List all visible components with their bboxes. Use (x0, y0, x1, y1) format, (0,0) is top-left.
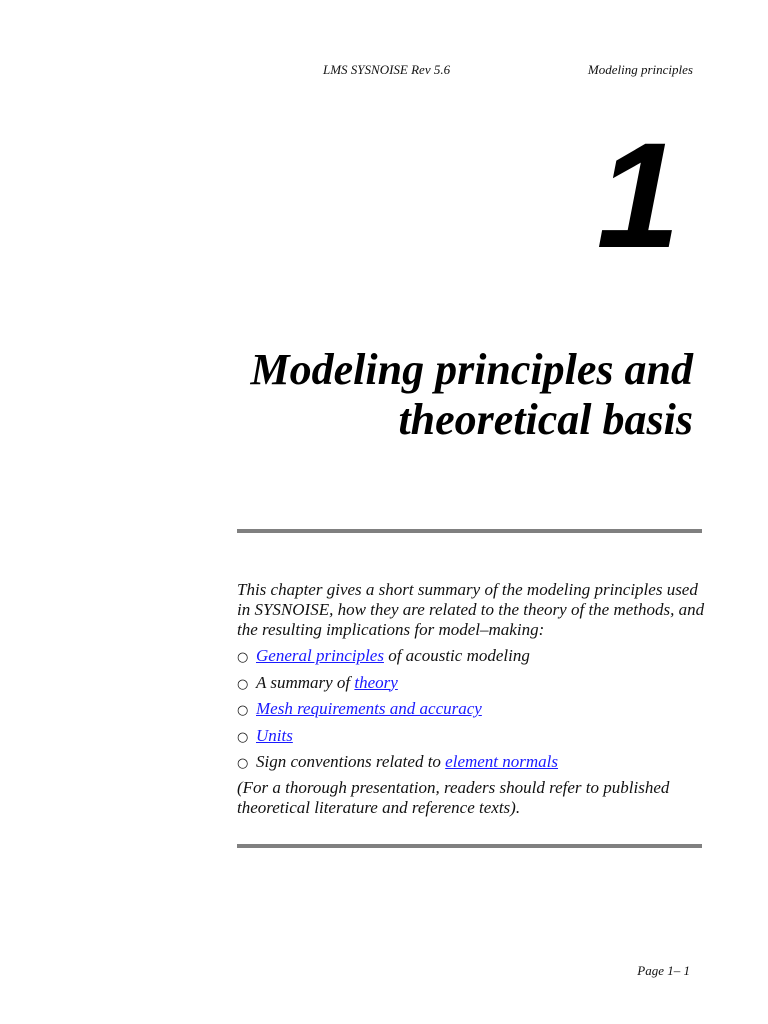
topic-list (237, 646, 707, 779)
circle-bullet-icon: ○ (237, 703, 249, 718)
header-chapter-name: Modeling principles (587, 62, 693, 77)
topic-text-after: of acoustic modeling (383, 646, 530, 665)
topic-item-units (237, 726, 707, 753)
topic-item-theory (237, 673, 707, 700)
circle-bullet-icon: ○ (237, 729, 249, 745)
intro-paragraph: This chapter gives a short summary of the modeling principles used in SYSNOISE, how they are related to the theory of the methods, and the resulting implications for model–making: (237, 580, 705, 639)
header-document-title: LMS SYSNOISE Rev 5.6 (323, 62, 451, 77)
topic-item-mesh-requirements (237, 699, 707, 726)
link-element-normals[interactable]: element normals (445, 752, 559, 771)
link-theory[interactable]: theory (354, 672, 398, 692)
link-general-principles[interactable]: General principles (256, 646, 384, 665)
topic-item-general-principles (237, 646, 707, 673)
chapter-title-line-1: Modeling principles and (250, 345, 693, 394)
page-number: Page 1– 1 (637, 963, 690, 978)
chapter-number: 1 (596, 111, 680, 279)
circle-bullet-icon: ○ (237, 676, 249, 692)
top-divider (237, 529, 702, 533)
link-units[interactable]: Units (256, 725, 293, 745)
reference-note: (For a thorough presentation, readers should refer to published theoretical literature and reference texts). (237, 778, 670, 817)
bottom-divider (237, 844, 702, 848)
link-mesh-requirements[interactable]: Mesh requirements and accuracy (256, 699, 482, 718)
chapter-title (213, 345, 693, 445)
chapter-title-line-2: theoretical basis (398, 395, 693, 444)
circle-bullet-icon: ○ (237, 756, 249, 771)
topic-text-before: A summary of (256, 672, 355, 692)
topic-text-before: Sign conventions related to (256, 752, 446, 771)
topic-item-element-normals (237, 752, 707, 779)
circle-bullet-icon: ○ (237, 650, 249, 665)
